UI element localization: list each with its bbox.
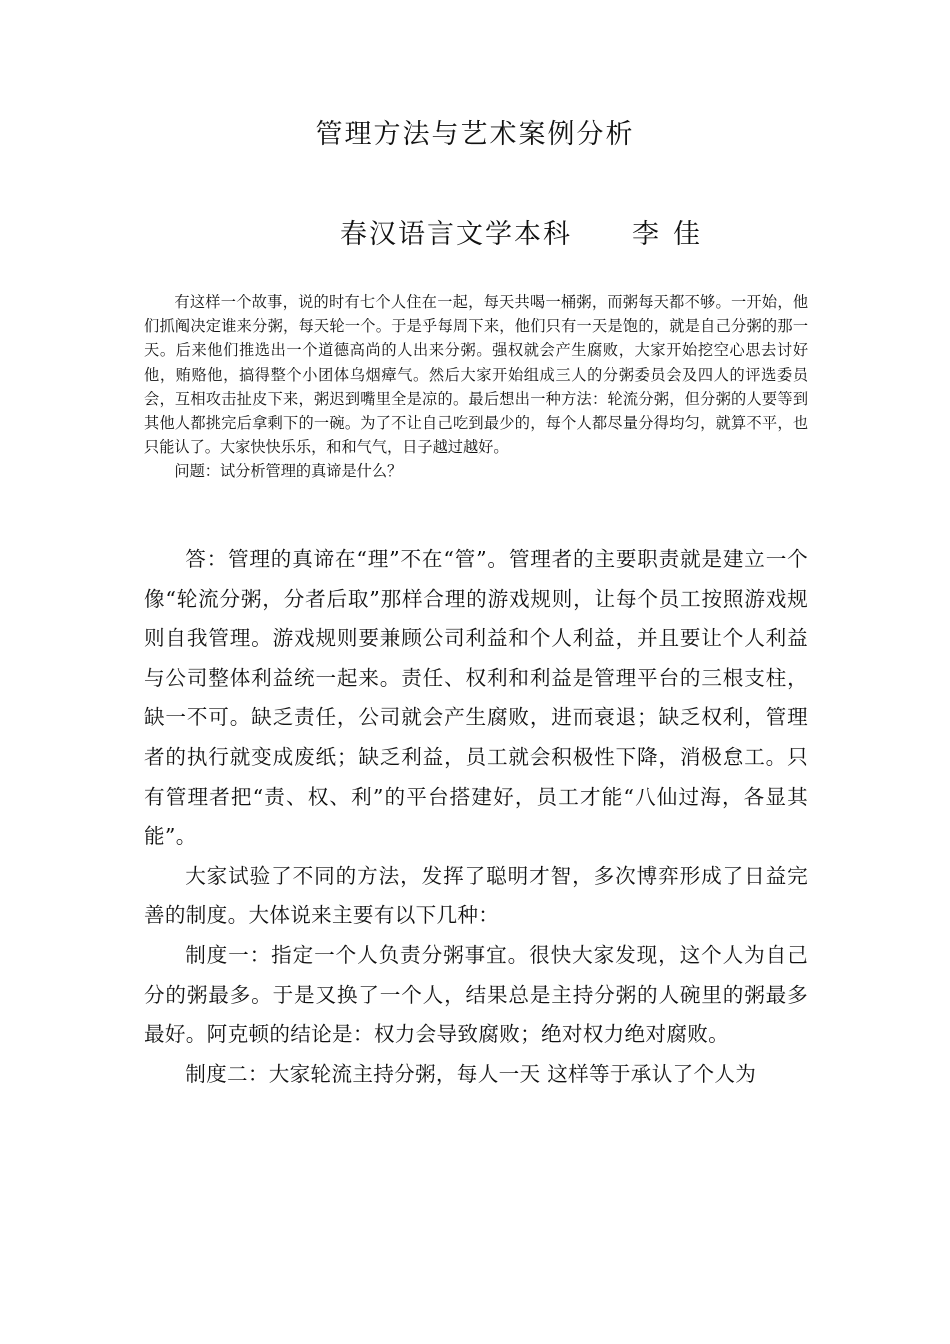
- answer-section: [144, 540, 808, 1094]
- story-question: 问题：试分析管理的真谛是什么？: [174, 462, 403, 481]
- answer-paragraph-3: 制度一：指定一个人负责分粥事宜。很快大家发现，这个人为自己分的粥最多。于是又换了一个人，结果总是主持分粥的人碗里的粥最多最好。阿克顿的结论是：权力会导致腐败；绝对权力绝对腐败。: [144, 942, 808, 1047]
- byline-program: 春汉语言文学本科: [340, 219, 572, 250]
- page-title: 管理方法与艺术案例分析: [315, 119, 635, 150]
- story-paragraph: 有这样一个故事，说的时有七个人住在一起，每天共喝一桶粥，而粥每天都不够。一开始，他们抓阄决定谁来分粥，每天轮一个。于是乎每周下来，他们只有一天是饱的，就是自己分粥的那一天。后来他们推选出一个道德高尚的人出来分粥。强权就会产生腐败，大家开始挖空心思去讨好他，贿赂他，搞得整个小团体乌烟瘴气。然后大家开始组成三人的分粥委员会及四人的评选委员会，互相攻击扯皮下来，粥迟到嘴里全是凉的。最后想出一种方法：轮流分粥，但分粥的人要等到其他人都挑完后拿剩下的一碗。为了不让自己吃到最少的，每个人都尽量分得均匀，就算不平，也只能认了。大家快快乐乐，和和气气，日子越过越好。: [144, 293, 808, 457]
- case-story: [144, 290, 808, 484]
- answer-paragraph-4: 制度二：大家轮流主持分粥，每人一天 这样等于承认了个人为: [185, 1061, 757, 1086]
- byline-author: 李佳: [632, 219, 714, 250]
- answer-paragraph-1: 答：管理的真谛在“理”不在“管”。管理者的主要职责就是建立一个像“轮流分粥，分者后取”那样合理的游戏规则，让每个员工按照游戏规则自我管理。游戏规则要兼顾公司利益和个人利益，并且要让个人利益与公司整体利益统一起来。责任、权利和利益是管理平台的三根支柱，缺一不可。缺乏责任，公司就会产生腐败，进而衰退；缺乏权利，管理者的执行就变成废纸；缺乏利益，员工就会积极性下降，消极怠工。只有管理者把“责、权、利”的平台搭建好，员工才能“八仙过海，各显其能”。: [144, 547, 808, 849]
- answer-paragraph-2: 大家试验了不同的方法，发挥了聪明才智，多次博弈形成了日益完善的制度。大体说来主要有以下几种：: [144, 863, 808, 928]
- byline: [340, 212, 714, 251]
